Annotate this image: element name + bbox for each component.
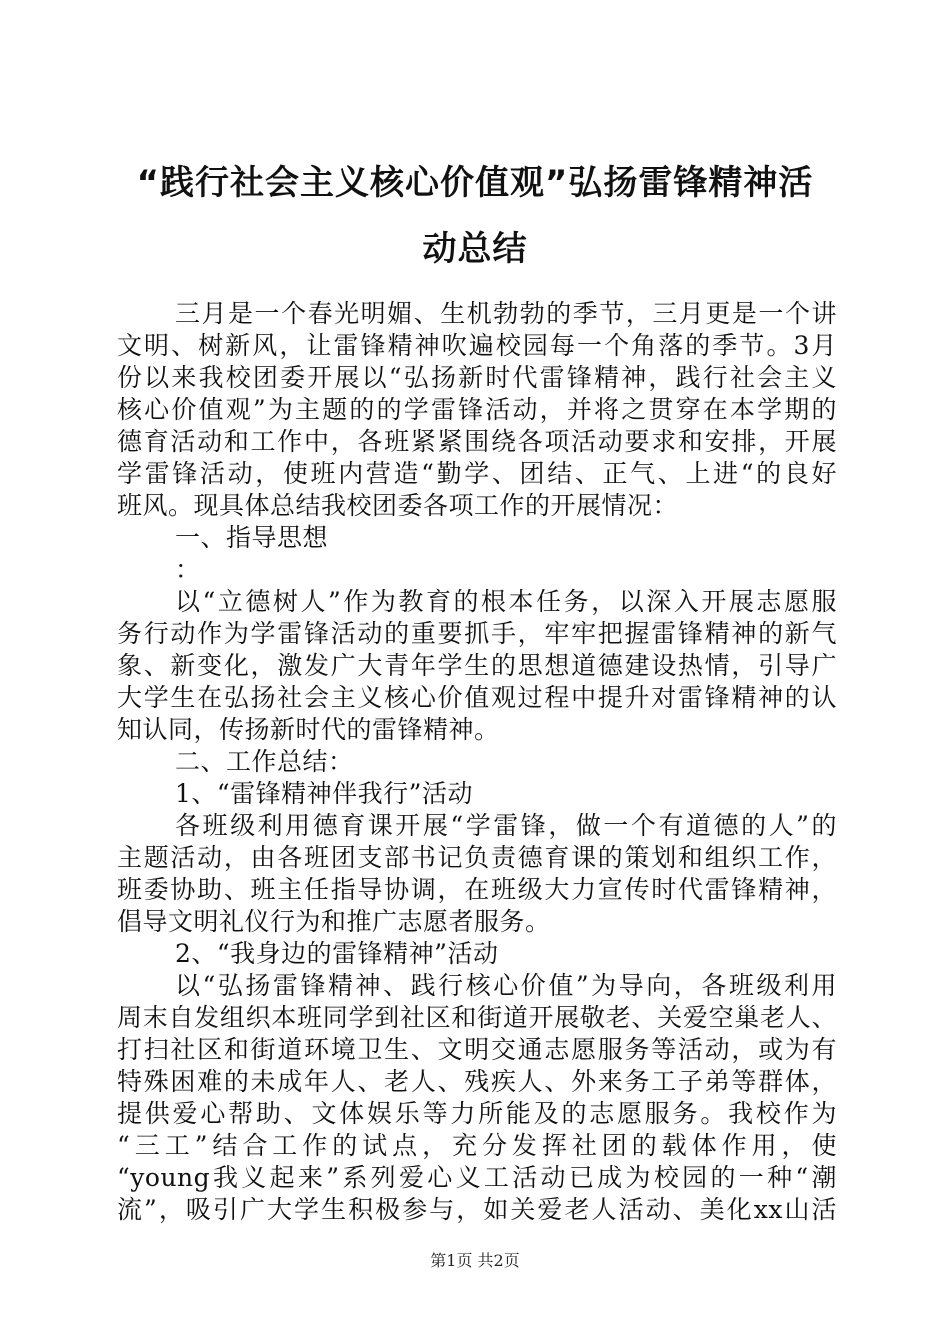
paragraph-line: 学雷锋活动，使班内营造“勤学、团结、正气、上进“的良好 (117, 459, 837, 488)
paragraph-line: 份以来我校团委开展以“弘扬新时代雷锋精神，践行社会主义 (117, 363, 837, 392)
paragraph-line: 知认同，传扬新时代的雷锋精神。 (117, 715, 500, 744)
subsection-heading: 1、“雷锋精神伴我行”活动 (175, 779, 473, 808)
section-heading: 一、指导思想 (175, 523, 329, 552)
paragraph-line: ： (175, 555, 201, 584)
paragraph-line: 主题活动，由各班团支部书记负责德育课的策划和组织工作， (117, 843, 837, 872)
paragraph-line: “三工”结合工作的试点，充分发挥社团的载体作用，使 (117, 1131, 837, 1160)
paragraph-line: 打扫社区和街道环境卫生、文明交通志愿服务等活动，或为有 (117, 1035, 837, 1064)
subsection-heading: 2、“我身边的雷锋精神”活动 (175, 939, 499, 968)
paragraph-line: 流”，吸引广大学生积极参与，如关爱老人活动、美化xx山活 (117, 1195, 837, 1224)
paragraph-line: 提供爱心帮助、文体娱乐等力所能及的志愿服务。我校作为 (117, 1099, 837, 1128)
paragraph-line: 德育活动和工作中，各班紧紧围绕各项活动要求和安排，开展 (117, 427, 837, 456)
page-footer: 第1页 共2页 (430, 1251, 520, 1270)
paragraph-line: 以“立德树人”作为教育的根本任务，以深入开展志愿服 (175, 587, 837, 616)
document-title-line-2: 动总结 (422, 229, 528, 269)
document-title-line-1: “践行社会主义核心价值观”弘扬雷锋精神活 (136, 163, 814, 203)
paragraph-line: 大学生在弘扬社会主义核心价值观过程中提升对雷锋精神的认 (117, 683, 837, 712)
section-heading: 二、工作总结： (175, 747, 354, 776)
paragraph-line: 文明、树新风，让雷锋精神吹遍校园每一个角落的季节。3月 (117, 331, 837, 360)
paragraph-line: 三月是一个春光明媚、生机勃勃的季节，三月更是一个讲 (175, 299, 837, 328)
paragraph-line: 倡导文明礼仪行为和推广志愿者服务。 (117, 907, 551, 936)
paragraph-line: 周末自发组织本班同学到社区和街道开展敬老、关爱空巢老人、 (117, 1003, 837, 1032)
paragraph-line: 以“弘扬雷锋精神、践行核心价值”为导向，各班级利用 (175, 971, 837, 1000)
paragraph-line: 核心价值观”为主题的的学雷锋活动，并将之贯穿在本学期的 (117, 395, 837, 424)
paragraph-line: 班风。现具体总结我校团委各项工作的开展情况： (117, 491, 679, 520)
paragraph-line: 象、新变化，激发广大青年学生的思想道德建设热情，引导广 (117, 651, 837, 680)
paragraph-line: 各班级利用德育课开展“学雷锋，做一个有道德的人”的 (175, 811, 837, 840)
paragraph-line: 务行动作为学雷锋活动的重要抓手，牢牢把握雷锋精神的新气 (117, 619, 837, 648)
paragraph-line: 班委协助、班主任指导协调，在班级大力宣传时代雷锋精神， (117, 875, 837, 904)
paragraph-line: 特殊困难的未成年人、老人、残疾人、外来务工子弟等群体， (117, 1067, 837, 1096)
paragraph-line: “young我义起来”系列爱心义工活动已成为校园的一种“潮 (117, 1163, 837, 1192)
document-body (117, 298, 837, 1226)
